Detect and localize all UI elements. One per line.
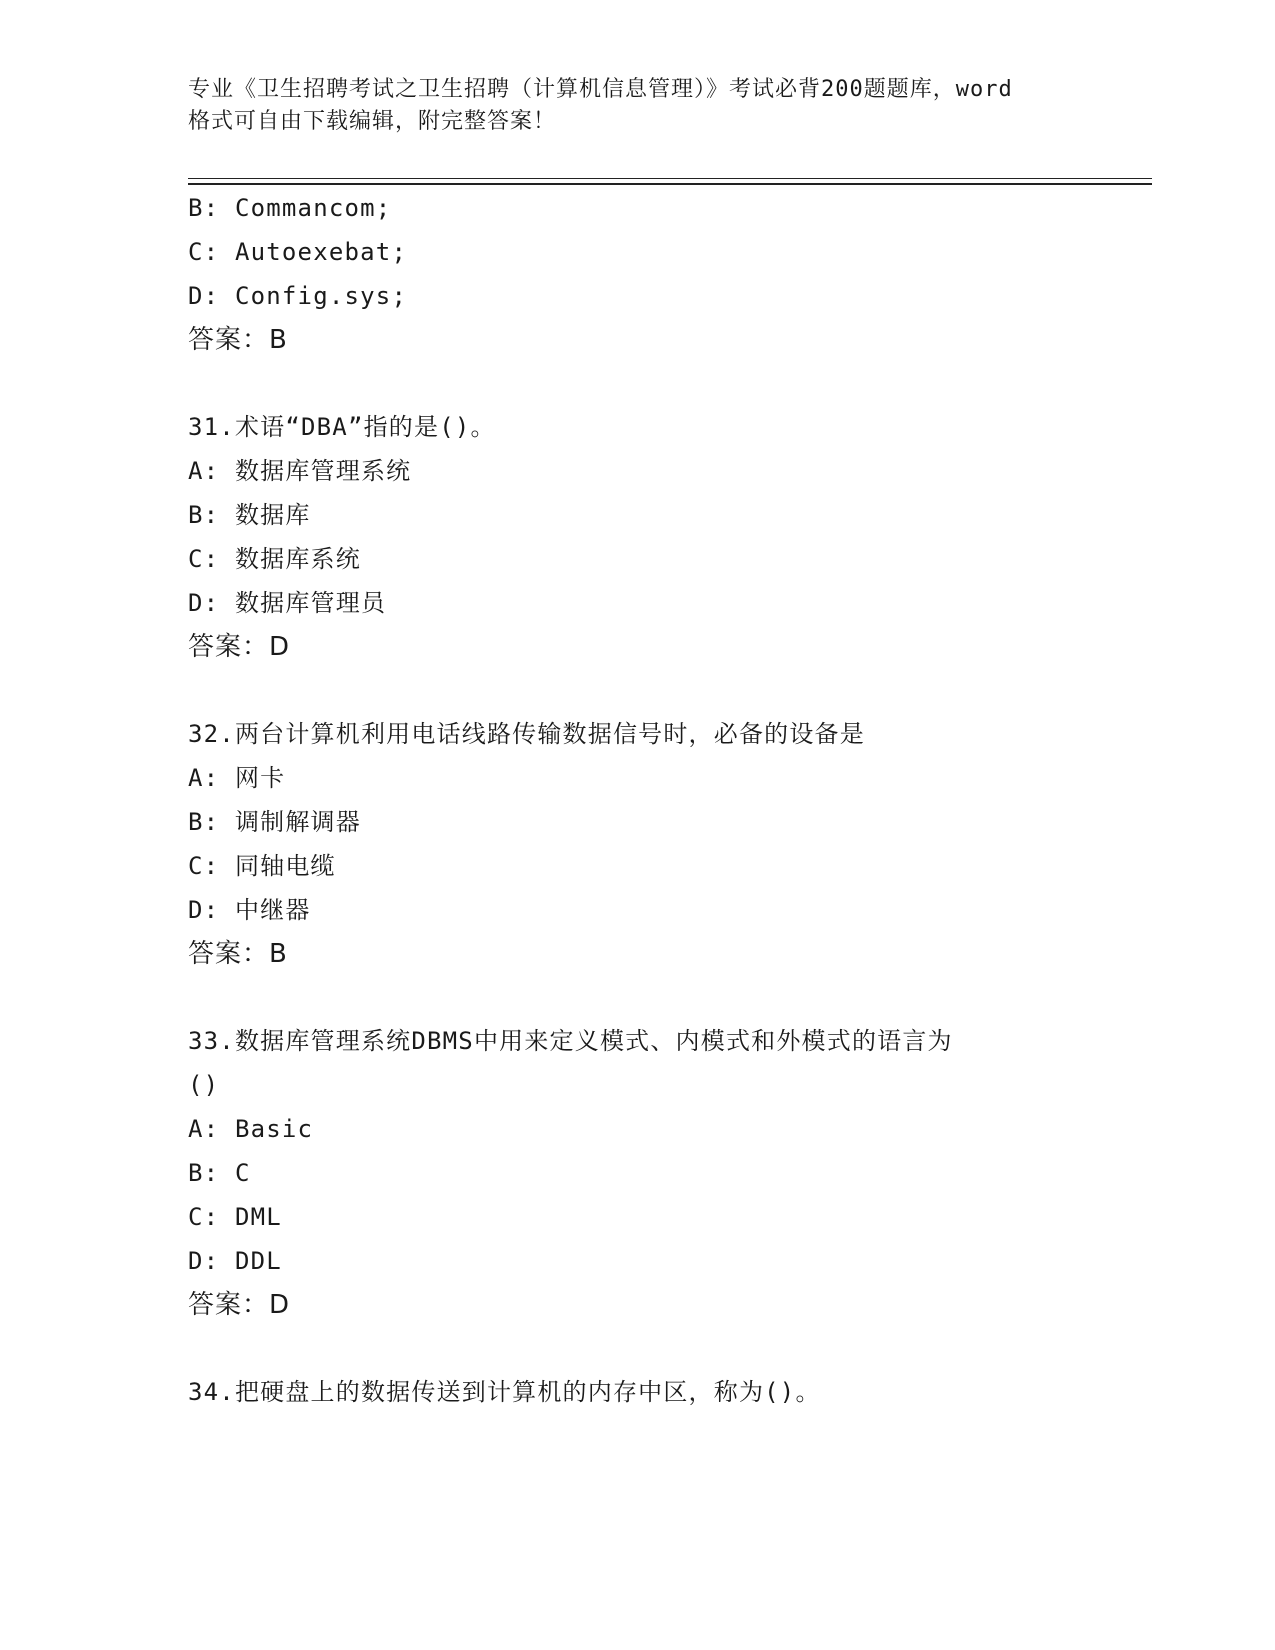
q32-option-c: C: 同轴电缆 — [188, 852, 336, 880]
q32-question: 32.两台计算机利用电话线路传输数据信号时，必备的设备是 — [188, 720, 865, 748]
q31-answer: 答案：D — [188, 632, 291, 662]
q33-option-a: A: Basic — [188, 1115, 314, 1143]
q31-option-a: A: 数据库管理系统 — [188, 457, 412, 485]
q31-option-b: B: 数据库 — [188, 501, 311, 529]
q33-answer: 答案：D — [188, 1290, 291, 1320]
q33-option-b: B: C — [188, 1159, 251, 1187]
header-line-1: 专业《卫生招聘考试之卫生招聘（计算机信息管理）》考试必背200题题库，word — [188, 77, 1013, 102]
document-header — [188, 74, 1088, 138]
q33-question-line-2: () — [188, 1071, 220, 1099]
q30-option-c: C: Autoexebat; — [188, 238, 408, 266]
header-divider-thick — [188, 183, 1152, 185]
header-divider-thin — [188, 178, 1152, 179]
q30-option-b: B: Commancom; — [188, 194, 392, 222]
q31-question: 31.术语“DBA”指的是()。 — [188, 413, 496, 441]
q32-answer: 答案：B — [188, 939, 288, 969]
header-line-2: 格式可自由下载编辑，附完整答案！ — [188, 109, 557, 134]
q32-option-a: A: 网卡 — [188, 764, 286, 792]
q33-option-c: C: DML — [188, 1203, 282, 1231]
q33-question-line-1: 33.数据库管理系统DBMS中用来定义模式、内模式和外模式的语言为 — [188, 1027, 953, 1055]
q31-option-c: C: 数据库系统 — [188, 545, 361, 573]
q32-option-d: D: 中继器 — [188, 896, 311, 924]
q34-question: 34.把硬盘上的数据传送到计算机的内存中区，称为()。 — [188, 1378, 821, 1406]
q30-answer: 答案：B — [188, 325, 288, 355]
q31-option-d: D: 数据库管理员 — [188, 589, 387, 617]
q30-option-d: D: Config.sys; — [188, 282, 408, 310]
q33-option-d: D: DDL — [188, 1247, 282, 1275]
q32-option-b: B: 调制解调器 — [188, 808, 361, 836]
